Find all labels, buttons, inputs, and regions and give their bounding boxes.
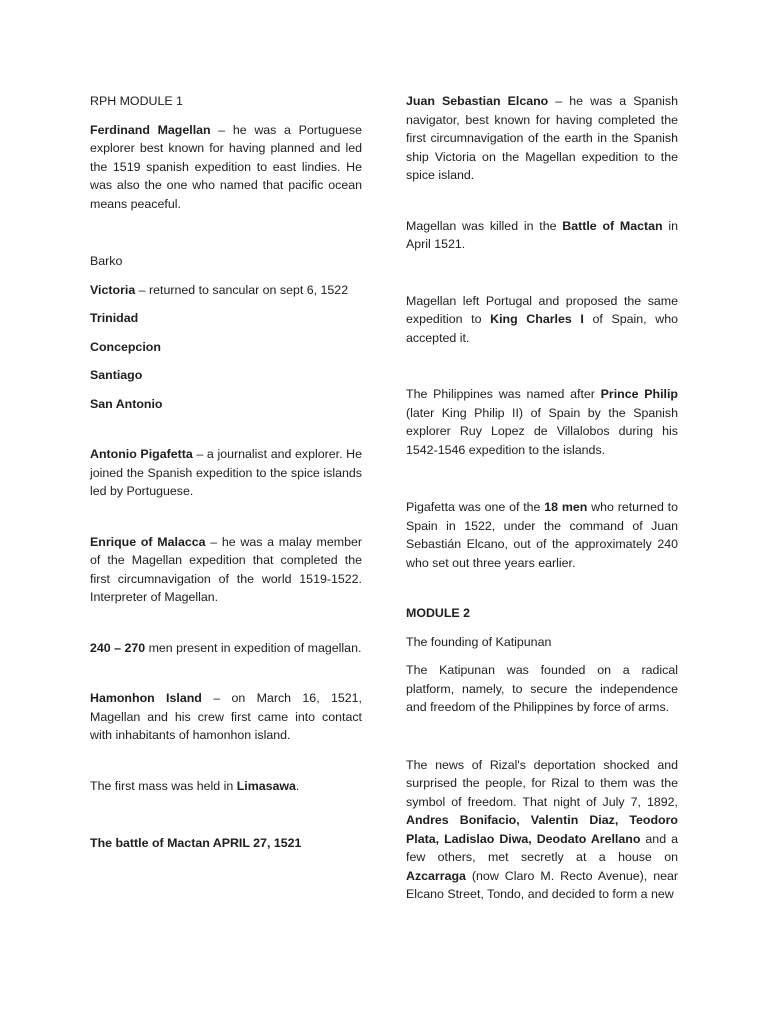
ship-concepcion-name: Concepcion — [90, 339, 161, 354]
philip-text: The Philippines was named after — [406, 387, 601, 401]
enrique-paragraph — [90, 533, 362, 607]
pigafetta-term: Antonio Pigafetta — [90, 447, 193, 461]
philip-paragraph — [406, 385, 678, 459]
mass-after: . — [295, 778, 300, 793]
ship-trinidad-name: Trinidad — [90, 311, 139, 325]
magellan-term: Ferdinand Magellan — [90, 122, 211, 137]
hamonhon-term: Hamonhon Island — [90, 691, 202, 705]
ship-victoria-text: – returned to sancular on sept 6, 1522 — [135, 282, 349, 297]
men-paragraph — [90, 639, 362, 658]
eighteen-after: who returned to Spain in 1522, under the command of Juan Sebastián Elcano, out of the approximately 240 who set out three years earlier. — [406, 500, 679, 570]
rizal-text-1: The news of Rizal's deportation shocked and surprised the people, for Rizal to them was the symbol of freedom. That night of July 7, 1892, — [406, 757, 678, 809]
magellan-paragraph — [90, 121, 362, 214]
men-term: 240 – 270 — [90, 640, 146, 655]
philip-after: (later King Philip II) of Spain by the Spanish explorer Ruy Lopez de Villalobos during his 1542-1546 expedition to the islands. — [406, 405, 678, 457]
rizal-text-2: and a few others, met secretly at a house on — [406, 831, 678, 864]
ship-san-antonio-name: San Antonio — [90, 396, 163, 411]
ship-trinidad — [90, 309, 362, 328]
module-2-heading — [406, 604, 678, 623]
rizal-paragraph — [406, 756, 678, 904]
eighteen-text: Pigafetta was one of the — [406, 500, 545, 514]
charles-after: of Spain, who accepted it. — [406, 312, 678, 345]
hamonhon-text: – on March 16, 1521, Magellan and his crew first came into contact with inhabitants of hamonhon island. — [90, 691, 363, 742]
pigafetta-paragraph — [90, 445, 362, 501]
mass-text: The first mass was held in — [90, 778, 237, 793]
charles-text: Magellan left Portugal and proposed the same expedition to — [406, 293, 678, 326]
rizal-place: Azcarraga — [406, 868, 466, 883]
killed-paragraph — [406, 217, 678, 254]
enrique-term: Enrique of Malacca — [90, 534, 206, 549]
rizal-text-3: (now Claro M. Recto Avenue), near Elcano Street, Tondo, and decided to form a new — [406, 868, 678, 901]
elcano-term: Juan Sebastian Elcano — [406, 94, 549, 108]
founding-heading: The founding of Katipunan — [406, 634, 552, 649]
rizal-names: Andres Bonifacio, Valentin Diaz, Teodoro Plata, Ladislao Diwa, Deodato Arellano — [406, 813, 678, 846]
battle-text: The battle of Mactan APRIL 27, 1521 — [90, 836, 302, 850]
enrique-text: – he was a malay member of the Magellan expedition that completed the first circumnavigation of the world 1519-1522. Interpreter of Magellan. — [90, 534, 362, 604]
ship-san-antonio — [90, 395, 362, 414]
killed-after: in April 1521. — [406, 218, 679, 251]
charles-paragraph — [406, 292, 678, 348]
right-column — [406, 92, 678, 904]
ship-victoria — [90, 281, 362, 300]
barko-heading: Barko — [90, 254, 123, 268]
ship-victoria-name: Victoria — [90, 282, 136, 297]
ship-concepcion — [90, 338, 362, 357]
charles-term: King Charles I — [490, 312, 584, 326]
killed-term: Battle of Mactan — [562, 218, 663, 233]
pigafetta-text: – a journalist and explorer. He joined the Spanish expedition to the spice islands led by Portuguese. — [90, 447, 363, 498]
men-text: men present in expedition of magellan. — [145, 640, 362, 655]
mass-paragraph — [90, 777, 362, 796]
killed-text: Magellan was killed in the — [406, 218, 563, 233]
module-title: RPH MODULE 1 — [90, 94, 183, 108]
hamonhon-paragraph — [90, 689, 362, 745]
eighteen-paragraph — [406, 498, 678, 572]
elcano-text: – he was a Spanish navigator, best known for having completed the first circumnavigation of the earth in the Spanish ship Victoria on the Magellan expedition to the spice island. — [406, 94, 678, 182]
left-column — [90, 92, 362, 853]
katipunan-paragraph: The Katipunan was founded on a radical platform, namely, to secure the independence and freedom of the Philippines by force of arms. — [406, 663, 678, 714]
battle-heading — [90, 834, 362, 853]
elcano-paragraph — [406, 92, 678, 185]
magellan-text: – he was a Portuguese explorer best known for having planned and led the 1519 spanish expedition to east lindies. He was also the one who named that pacific ocean means peaceful. — [90, 122, 362, 211]
eighteen-term: 18 men — [544, 500, 588, 514]
philip-term: Prince Philip — [600, 387, 678, 401]
mass-term: Limasawa — [236, 778, 296, 793]
ship-santiago — [90, 366, 362, 385]
ship-santiago-name: Santiago — [90, 368, 143, 382]
module-2-text: MODULE 2 — [406, 606, 471, 620]
